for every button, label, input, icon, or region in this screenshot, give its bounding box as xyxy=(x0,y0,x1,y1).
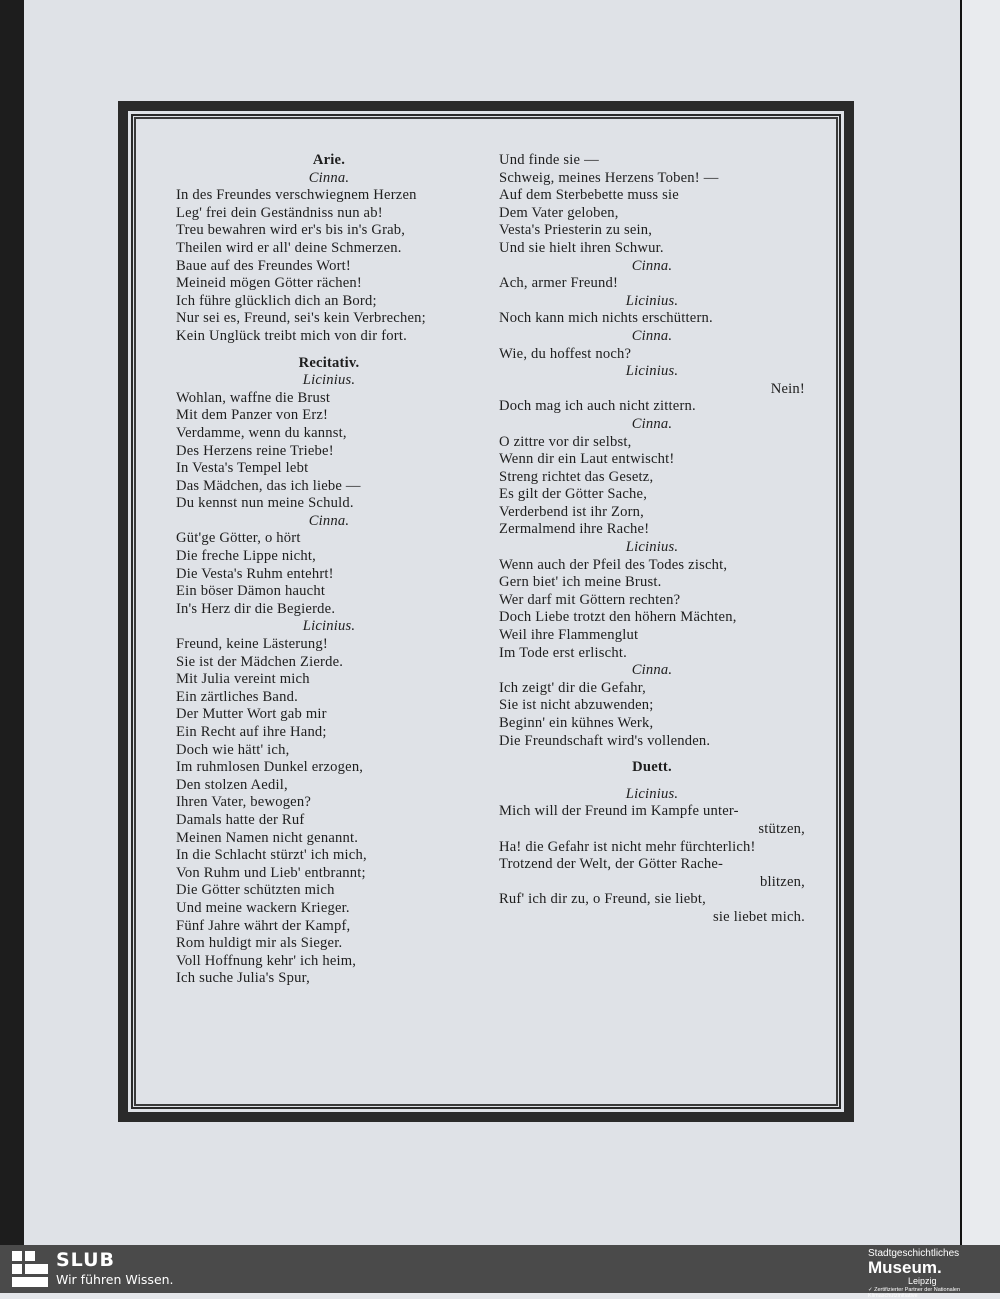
verse-line: Wenn dir ein Laut entwischt! xyxy=(499,451,675,468)
verse-line: Theilen wird er all' deine Schmerzen. xyxy=(176,239,402,256)
museum-logo[interactable] xyxy=(868,1248,986,1299)
speaker-name: Licinius. xyxy=(302,372,356,389)
museum-top-label: Stadtgeschichtliches xyxy=(868,1248,960,1259)
verse-line: Verdamme, wenn du kannst, xyxy=(176,424,347,441)
verse-line: Fünf Jahre währt der Kampf, xyxy=(176,917,351,934)
verse-line: Ich führe glücklich dich an Bord; xyxy=(176,292,377,309)
verse-line: Und sie hielt ihren Schwur. xyxy=(499,239,664,256)
verse-line: Wie, du hoffest noch? xyxy=(499,345,632,362)
verse-line: Und finde sie — xyxy=(499,152,599,168)
verse-line: Damals hatte der Ruf xyxy=(176,811,305,828)
verse-line: Meinen Namen nicht genannt. xyxy=(176,829,359,846)
verse-line: Voll Hoffnung kehr' ich heim, xyxy=(176,952,357,969)
speaker-name: Cinna. xyxy=(631,415,673,432)
verse-line: In Vesta's Tempel lebt xyxy=(176,460,309,477)
verse-line: Schweig, meines Herzens Toben! — xyxy=(499,169,719,186)
verse-line: Die Vesta's Ruhm entehrt! xyxy=(176,565,334,582)
verse-line: Die Götter schützten mich xyxy=(176,882,335,899)
verse-line: Im Tode erst erlischt. xyxy=(499,644,627,661)
verse-line: Im ruhmlosen Dunkel erzogen, xyxy=(176,759,364,776)
section-heading: Arie. xyxy=(312,152,346,168)
speaker-name: Cinna. xyxy=(631,662,673,679)
speaker-name: Licinius. xyxy=(625,785,679,802)
verse-line: Mit Julia vereint mich xyxy=(176,671,310,688)
verse-line: Freund, keine Lästerung! xyxy=(176,636,328,653)
verse-line: Wohlan, waffne die Brust xyxy=(176,389,331,406)
museum-note-label: ✓ Zertifizierter Partner der Nationalen Klimaschutzinitiative xyxy=(868,1287,961,1299)
left-text-column xyxy=(176,152,482,988)
verse-line: Den stolzen Aedil, xyxy=(176,776,288,793)
verse-line: Du kennst nun meine Schuld. xyxy=(176,495,354,512)
verse-line: sie liebet mich. xyxy=(713,908,805,925)
verse-line: Nein! xyxy=(770,380,805,397)
verse-line: Baue auf des Freundes Wort! xyxy=(176,257,351,274)
speaker-name: Licinius. xyxy=(625,363,679,380)
spacer xyxy=(499,750,805,759)
speaker-name: Cinna. xyxy=(631,257,673,274)
verse-line: In des Freundes verschwiegnem Herzen xyxy=(176,187,417,204)
spacer xyxy=(499,777,805,786)
section-heading: Duett. xyxy=(632,759,672,776)
verse-line: Ach, armer Freund! xyxy=(499,275,619,292)
speaker-name: Licinius. xyxy=(625,292,679,309)
verse-line: Und meine wackern Krieger. xyxy=(176,899,350,916)
verse-line: Wer darf mit Göttern rechten? xyxy=(499,591,681,608)
verse-line: Sie ist der Mädchen Zierde. xyxy=(176,653,344,670)
verse-line: Vesta's Priesterin zu sein, xyxy=(499,222,653,239)
verse-line: Treu bewahren wird er's bis in's Grab, xyxy=(176,222,406,239)
verse-line: Des Herzens reine Triebe! xyxy=(176,442,334,459)
speaker-name: Cinna. xyxy=(631,327,673,344)
speaker-name: Licinius. xyxy=(625,539,679,556)
verse-line: Mich will der Freund im Kampfe unter- xyxy=(499,803,739,820)
right-text-column xyxy=(499,152,805,927)
slub-logo-icon[interactable] xyxy=(12,1251,48,1287)
verse-line: In's Herz dir die Begierde. xyxy=(176,600,336,617)
verse-line: Auf dem Sterbebette muss sie xyxy=(499,187,679,204)
verse-line: Doch mag ich auch nicht zittern. xyxy=(499,398,696,415)
verse-line: Von Ruhm und Lieb' entbrannt; xyxy=(176,864,366,881)
verse-line: Noch kann mich nichts erschüttern. xyxy=(499,310,713,327)
verse-line: Leg' frei dein Geständniss nun ab! xyxy=(176,204,383,221)
verse-line: Ich zeigt' dir die Gefahr, xyxy=(499,679,647,696)
verse-line: Dem Vater geloben, xyxy=(499,204,619,221)
section-heading: Recitativ. xyxy=(298,354,360,371)
speaker-name: Licinius. xyxy=(302,618,356,635)
verse-line: Es gilt der Götter Sache, xyxy=(499,486,648,503)
verse-line: blitzen, xyxy=(760,873,805,890)
museum-city-label: Leipzig xyxy=(908,1276,937,1286)
verse-line: Gern biet' ich meine Brust. xyxy=(499,574,662,591)
verse-line: Der Mutter Wort gab mir xyxy=(176,706,327,723)
verse-line: stützen, xyxy=(758,820,805,837)
verse-line: Ein zärtliches Band. xyxy=(176,688,298,705)
verse-line: Weil ihre Flammenglut xyxy=(499,627,639,644)
museum-main-label: Museum. xyxy=(868,1258,942,1277)
library-tagline: Wir führen Wissen. xyxy=(56,1272,174,1287)
verse-line: Kein Unglück treibt mich von dir fort. xyxy=(176,327,407,344)
verse-line: Ruf' ich dir zu, o Freund, sie liebt, xyxy=(499,891,707,908)
verse-line: Trotzend der Welt, der Götter Rache- xyxy=(499,856,724,873)
verse-line: O zittre vor dir selbst, xyxy=(499,433,632,450)
verse-line: Die freche Lippe nicht, xyxy=(176,548,316,565)
verse-line: Das Mädchen, das ich liebe — xyxy=(176,477,361,494)
verse-line: Nur sei es, Freund, sei's kein Verbrechen; xyxy=(176,310,426,327)
verse-line: Streng richtet das Gesetz, xyxy=(499,468,654,485)
viewer-footer xyxy=(0,1245,1000,1299)
verse-line: Ein Recht auf ihre Hand; xyxy=(176,724,327,740)
verse-line: Doch wie hätt' ich, xyxy=(176,741,290,758)
verse-line: Sie ist nicht abzuwenden; xyxy=(499,697,654,714)
verse-line: Mit dem Panzer von Erz! xyxy=(176,407,329,424)
verse-line: Rom huldigt mir als Sieger. xyxy=(176,935,343,952)
verse-line: Ihren Vater, bewogen? xyxy=(176,794,312,811)
verse-line: In die Schlacht stürzt' ich mich, xyxy=(176,847,367,864)
spacer xyxy=(176,346,482,355)
verse-line: Die Freundschaft wird's vollenden. xyxy=(499,732,711,749)
speaker-name: Cinna. xyxy=(308,169,350,186)
library-name[interactable]: SLUB xyxy=(56,1249,116,1271)
verse-line: Ha! die Gefahr ist nicht mehr fürchterlich! xyxy=(499,838,756,855)
verse-line: Beginn' ein kühnes Werk, xyxy=(499,715,654,731)
speaker-name: Cinna. xyxy=(308,512,350,529)
verse-line: Meineid mögen Götter rächen! xyxy=(176,275,362,292)
verse-line: Ein böser Dämon haucht xyxy=(176,583,326,600)
verse-line: Verderbend ist ihr Zorn, xyxy=(499,503,645,520)
verse-line: Güt'ge Götter, o hört xyxy=(176,530,301,547)
verse-line: Ich suche Julia's Spur, xyxy=(176,970,310,987)
verse-line: Wenn auch der Pfeil des Todes zischt, xyxy=(499,556,728,573)
next-page-edge xyxy=(960,0,1000,1245)
verse-line: Zermalmend ihre Rache! xyxy=(499,521,650,538)
verse-line: Doch Liebe trotzt den höhern Mächten, xyxy=(499,609,737,626)
